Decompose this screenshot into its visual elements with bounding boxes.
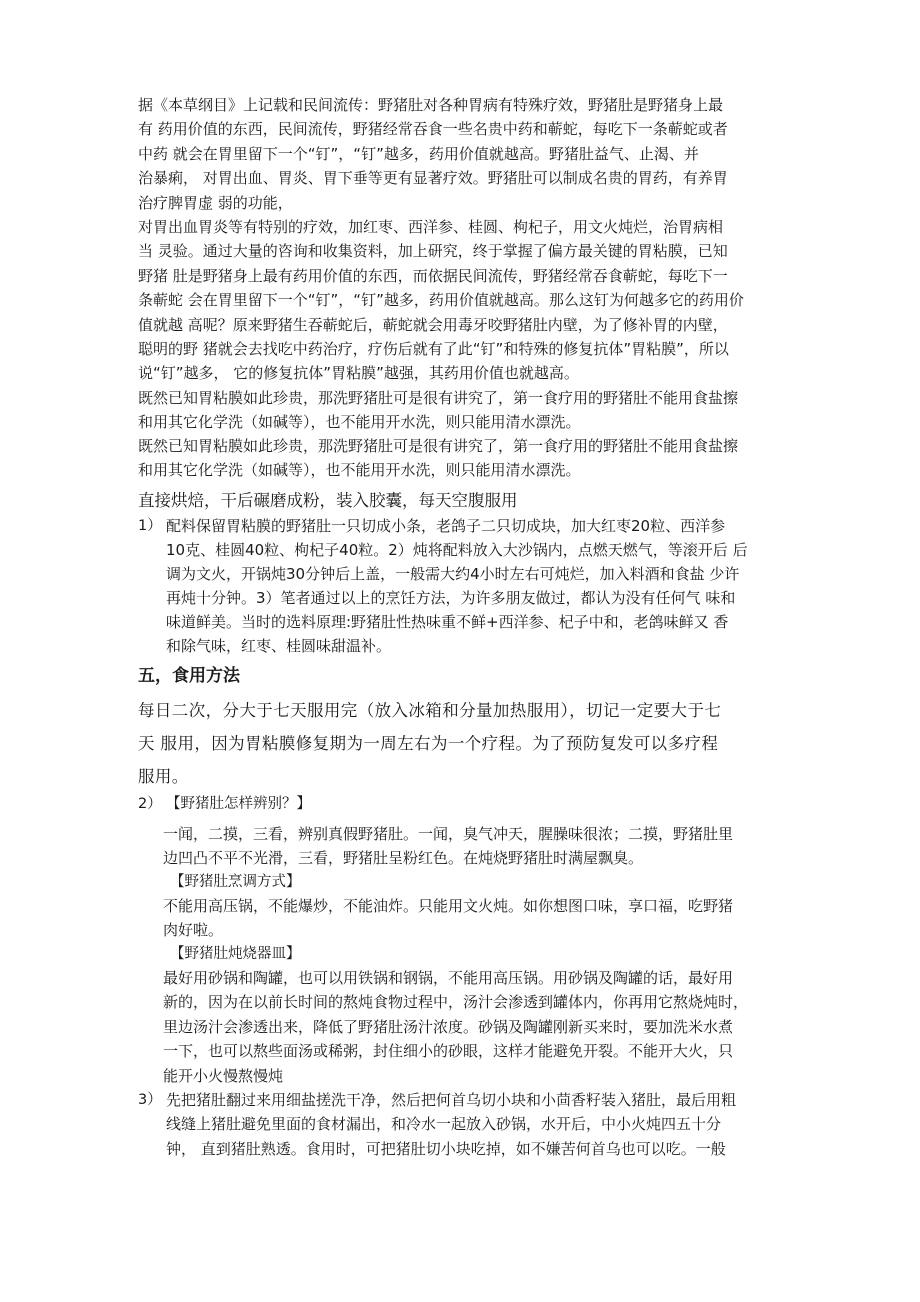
text-line: 治暴痢， 对胃出血、胃炎、胃下垂等更有显著疗效。野猪肚可以制成名贵的胃药，有养胃 bbox=[138, 169, 728, 188]
text-line: 治疗脾胃虚 弱的功能， bbox=[138, 193, 293, 212]
cooking-paragraph bbox=[163, 894, 733, 943]
text-line: 调为文火，开锅炖30分钟后上盖，一般需大约4小时左右可炖烂，加入料酒和食盐 少许 bbox=[166, 565, 740, 583]
text-line: 最好用砂锅和陶罐，也可以用铁锅和钢锅，不能用高压锅。用砂锅及陶罐的话，最好用 bbox=[163, 969, 734, 987]
text-line: 钟， 直到猪肚熟透。食用时，可把猪肚切小块吃掉，如不嫌苦何首乌也可以吃。一般 bbox=[166, 1139, 726, 1158]
text-line: 野猪 肚是野猪身上最有药用价值的东西，而依据民间流传，野猪经常吞食蕲蛇，每吃下一 bbox=[138, 266, 728, 285]
text-line: 和除气味，红枣、桂圆味甜温补。 bbox=[166, 637, 392, 655]
text-line: 新的，因为在以前长时间的熬炖食物过程中，汤汁会渗透到罐体内，你再用它熬烧炖时， bbox=[163, 993, 749, 1012]
list-number: 1） bbox=[138, 518, 162, 534]
text-line: 味道鲜美。当时的选料原理:野猪肚性热味重不鲜+西洋参、杞子中和，老鸽味鲜又 香 bbox=[166, 613, 729, 631]
text-line: 中药 就会在胃里留下一个“钉”，“钉”越多，药用价值就越高。野猪肚益气、止渴、并 bbox=[138, 144, 699, 163]
text-line: 对胃出血胃炎等有特别的疗效，加红枣、西洋参、桂圆、枸杞子，用文火炖烂，治胃病相 bbox=[138, 217, 724, 236]
cookware-paragraph bbox=[163, 966, 748, 1088]
text-line: 边凹凸不平不光滑，三看，野猪肚呈粉红色。在炖烧野猪肚时满屋飘臭。 bbox=[163, 849, 644, 868]
section-heading: 五，食用方法 bbox=[138, 666, 240, 686]
text-line: 10克、桂圆40粒、枸杞子40粒。2）炖将配料放入大沙锅内，点燃天燃气，等滚开后 后 bbox=[166, 541, 748, 559]
list-number: 3） bbox=[138, 1092, 162, 1108]
text-line: 里边汤汁会渗透出来，降低了野猪肚汤汁浓度。砂锅及陶罐刚新买来时，要加洗米水煮 bbox=[163, 1017, 734, 1036]
wash-paragraph-2 bbox=[138, 434, 738, 482]
text-line: 肉好啦。 bbox=[163, 921, 224, 940]
usage-paragraph bbox=[138, 694, 721, 793]
text-line: 有 药用价值的东西，民间流传，野猪经常吞食一些名贵中药和蕲蛇，每吃下一条蕲蛇或者 bbox=[138, 120, 728, 139]
text-line: 先把猪肚翻过来用细盐搓洗干净，然后把何首乌切小块和小茴香籽装入猪肚，最后用粗 bbox=[166, 1091, 737, 1109]
text-line: 再炖十分钟。3）笔者通过以上的烹饪方法，为许多朋友做过，都认为没有任何气 味和 bbox=[166, 589, 736, 607]
text-line: 据《本草纲目》上记载和民间流传：野猪肚对各种胃病有特殊疗效，野猪肚是野猪身上最 bbox=[138, 96, 724, 114]
text-line: 每日二次，分大于七天服用完（放入冰箱和分量加热服用），切记一定要大于七 bbox=[138, 701, 722, 720]
text-line: 能开小火慢熬慢炖 bbox=[163, 1066, 284, 1085]
text-line: 配料保留胃粘膜的野猪肚一只切成小条，老鸽子二只切成块，加大红枣20粒、西洋参 bbox=[166, 517, 726, 535]
text-line: 一闻，二摸，三看，辨别真假野猪肚。一闻，臭气冲天，腥臊味很浓；二摸，野猪肚里 bbox=[163, 825, 734, 843]
recipe-item-1 bbox=[166, 514, 748, 658]
cooking-title: 【野猪肚烹调方式】 bbox=[170, 874, 301, 890]
text-line: 聪明的野 猪就会去找吃中药治疗，疗伤后就有了此“钉”和特殊的修复抗体”胃粘膜”，所以 bbox=[138, 339, 729, 358]
text-line: 一下，也可以熬些面汤或稀粥，封住细小的砂眼，这样才能避免开裂。不能开大火，只 bbox=[163, 1042, 734, 1061]
identify-title: 【野猪肚怎样辨别？】 bbox=[166, 796, 311, 812]
text-line: 值就越 高呢？原来野猪生吞蕲蛇后，蕲蛇就会用毒牙咬野猪肚内壁，为了修补胃的内壁， bbox=[138, 315, 728, 334]
intro-paragraph bbox=[138, 93, 744, 386]
text-line: 和用其它化学洗（如碱等），也不能用开水洗，则只能用清水漂洗。 bbox=[138, 413, 581, 431]
text-line: 条蕲蛇 会在胃里留下一个“钉”，“钉”越多，药用价值就越高。那么这钉为何越多它的药用价 bbox=[138, 291, 744, 310]
text-line: 说“钉”越多， 它的修复抗体”胃粘膜”越强，其药用价值也就越高。 bbox=[138, 364, 579, 383]
text-line: 既然已知胃粘膜如此珍贵，那洗野猪肚可是很有讲究了，第一食疗用的野猪肚不能用食盐擦 bbox=[138, 437, 739, 455]
recipe-item-3 bbox=[166, 1088, 736, 1161]
text-line: 不能用高压锅，不能爆炒，不能油炸。只能用文火炖。如你想图口味，享口福，吃野猪 bbox=[163, 897, 734, 915]
text-line: 线缝上猪肚避免里面的食材漏出，和冷水一起放入砂锅，水开后，中小火炖四五十分 bbox=[166, 1115, 722, 1134]
identify-paragraph bbox=[163, 822, 733, 871]
wash-paragraph-1 bbox=[138, 386, 738, 434]
text-line: 当 灵验。通过大量的咨询和收集资料，加上研究，终于掌握了偏方最关键的胃粘膜，已知 bbox=[138, 242, 728, 261]
cookware-title: 【野猪肚炖烧器皿】 bbox=[170, 946, 301, 962]
text-line: 天 服用，因为胃粘膜修复期为一周左右为一个疗程。为了预防复发可以多疗程 bbox=[138, 734, 719, 753]
bake-instruction: 直接烘焙，干后碾磨成粉，装入胶囊，每天空腹服用 bbox=[138, 491, 518, 510]
text-line: 服用。 bbox=[138, 767, 189, 786]
text-line: 既然已知胃粘膜如此珍贵，那洗野猪肚可是很有讲究了，第一食疗用的野猪肚不能用食盐擦 bbox=[138, 389, 739, 407]
text-line: 和用其它化学洗（如碱等），也不能用开水洗，则只能用清水漂洗。 bbox=[138, 461, 581, 479]
list-number: 2） bbox=[138, 796, 162, 812]
